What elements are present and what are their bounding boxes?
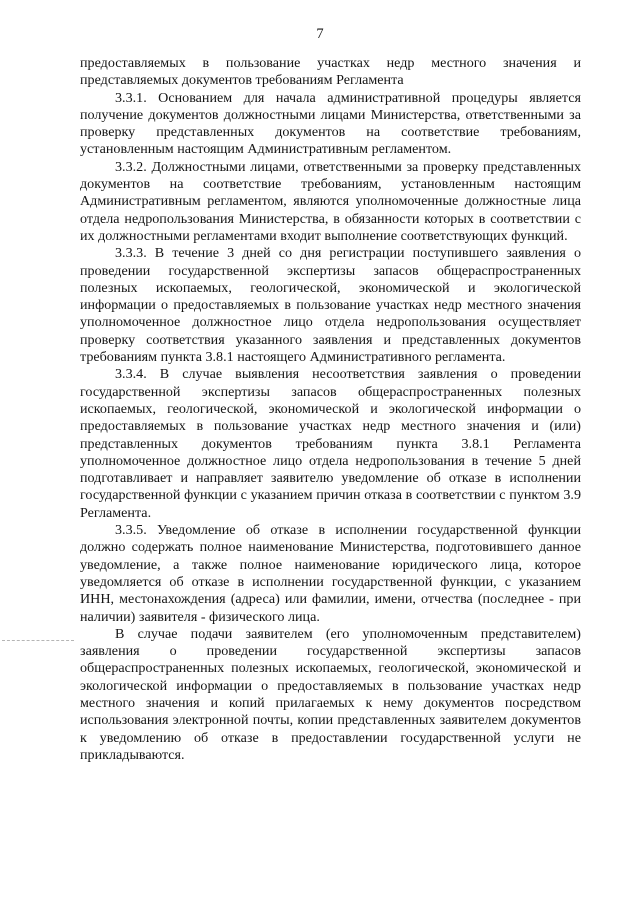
paragraph-3-3-5: 3.3.5. Уведомление об отказе в исполнении государственной функции должно содержать полное наименование Министерства, подготовившего данное уведомление, а также полное наименование юридического лица, которое уведомляется об отказе в исполнении государственной функции, с указанием ИНН, местонахождения (адреса) или фамилии, имени, отчества (последнее - при наличии) заявителя - физического лица. bbox=[80, 522, 581, 625]
paragraph-electronic-submission: В случае подачи заявителем (его уполномоченным представителем) заявления о проведении государственной экспертизы запасов общераспространенных полезных ископаемых, геологической, экономической и экологической информации о предоставляемых в пользование участках недр местного значения и копий прилагаемых к нему документов посредством использования электронной почты, копии представленных заявителем документов к уведомлению об отказе в предоставлении государственной услуги не прикладываются. bbox=[80, 625, 581, 763]
paragraph-3-3-3: 3.3.3. В течение 3 дней со дня регистрации поступившего заявления о проведении государственной экспертизы запасов общераспространенных полезных ископаемых, геологической, экономической и экологической информации о предоставляемых в пользование участках недр местного значения уполномоченное должностное лицо отдела недропользования осуществляет проверку соответствия указанного заявления и представленных документов требованиям пункта 3.8.1 настоящего Административного регламента. bbox=[80, 245, 581, 366]
paragraph-3-3-2: 3.3.2. Должностными лицами, ответственными за проверку представленных документов на соответствие требованиям, установленным настоящим Административным регламентом, являются уполномоченные должностные лица отдела недропользования Министерства, в обязанности которых в соответствии с их должностными регламентами входит выполнение соответствующих функций. bbox=[80, 158, 581, 244]
paragraph-3-3-1: 3.3.1. Основанием для начала административной процедуры является получение документов должностными лицами Министерства, ответственными за проверку представленных документов на соответствие требованиям, установленным настоящим Административным регламентом. bbox=[80, 89, 581, 158]
document-body bbox=[80, 55, 581, 764]
paragraph-3-3-4: 3.3.4. В случае выявления несоответствия заявления о проведении государственной экспертизы запасов общераспространенных полезных ископаемых, геологической, экономической и экологической информации о предоставляемых в пользование участках недр местного значения и (или) представленных документов требованиям пункта 3.8.1 Регламента уполномоченное должностное лицо отдела недропользования в течение 5 дней подготавливает и направляет заявителю уведомление об отказе в исполнении государственной функции с указанием причин отказа в соответствии с пунктом 3.9 Регламента. bbox=[80, 366, 581, 521]
margin-scan-mark bbox=[2, 640, 74, 641]
paragraph-continued: предоставляемых в пользование участках недр местного значения и представляемых документов требованиям Регламента bbox=[80, 55, 581, 89]
page-number: 7 bbox=[316, 26, 324, 42]
